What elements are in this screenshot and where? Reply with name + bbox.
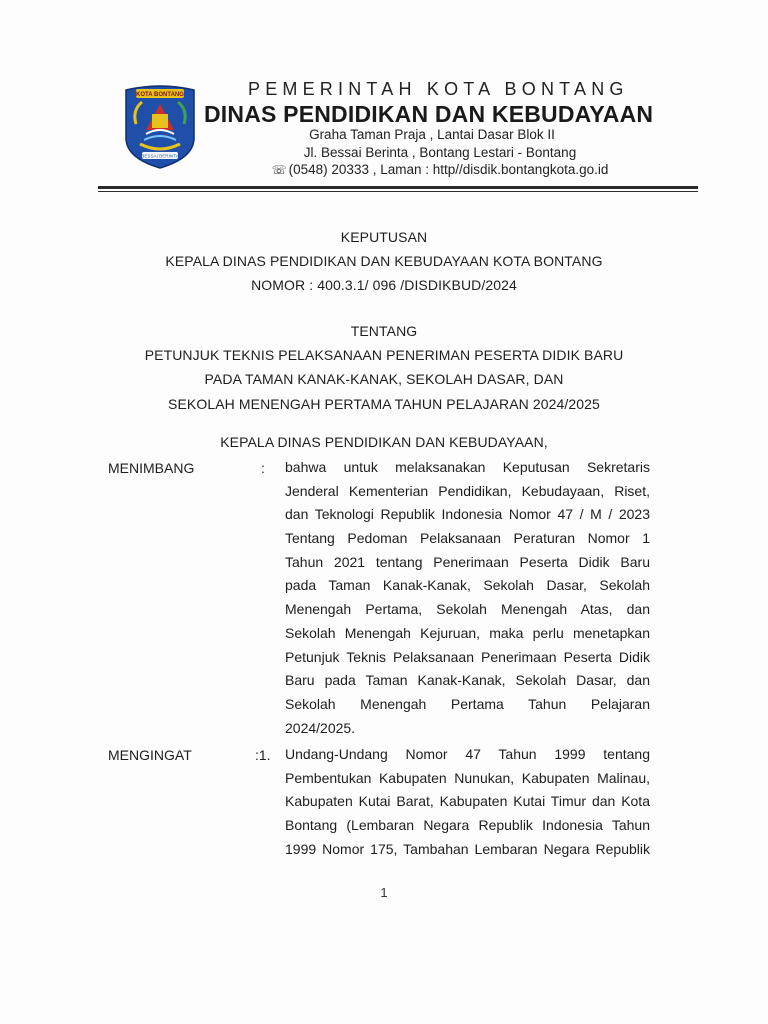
- decree-number: NOMOR : 400.3.1/ 096 /DISDIKBUD/2024: [251, 277, 517, 293]
- mengingat-marker: :1.: [255, 747, 271, 763]
- page-number: 1: [380, 885, 388, 900]
- authority-line: KEPALA DINAS PENDIDIKAN DAN KEBUDAYAAN,: [220, 434, 548, 450]
- mengingat-label: MENGINGAT: [108, 747, 192, 763]
- svg-text:KOTA BONTANG: KOTA BONTANG: [136, 92, 184, 98]
- paragraph-line: dan Teknologi Republik Indonesia Nomor 47 / M / 2023: [285, 506, 650, 523]
- paragraph-line: Baru pada Taman Kanak-Kanak, Sekolah Dasar, dan: [285, 672, 650, 689]
- letterhead-divider-thick: [98, 186, 698, 189]
- paragraph-line: pada Taman Kanak-Kanak, Sekolah Dasar, Sekolah: [285, 577, 650, 594]
- svg-text:BESSAI BERINTA: BESSAI BERINTA: [141, 153, 179, 159]
- phone-icon: ☏: [271, 163, 287, 177]
- government-name: PEMERINTAH KOTA BONTANG: [248, 79, 629, 99]
- paragraph-line: Jenderal Kementerian Pendidikan, Kebudayaan, Riset,: [285, 482, 650, 499]
- contact-line: [56, 162, 768, 177]
- paragraph-line: 1999 Nomor 175, Tambahan Lembaran Negara Republik: [285, 840, 650, 857]
- paragraph-line: Tentang Pedoman Pelaksanaan Peraturan Nomor 1: [285, 530, 650, 547]
- contact-text: (0548) 20333 , Laman : http//disdik.bontangkota.go.id: [288, 162, 609, 177]
- menimbang-label: MENIMBANG: [108, 460, 195, 476]
- paragraph-line: 2024/2025.: [285, 719, 356, 736]
- issuer-line: KEPALA DINAS PENDIDIKAN DAN KEBUDAYAAN KOTA BONTANG: [165, 253, 603, 269]
- subject-line-3: SEKOLAH MENENGAH PERTAMA TAHUN PELAJARAN 2024/2025: [168, 396, 600, 412]
- paragraph-line: Kabupaten Kutai Barat, Kabupaten Kutai Timur dan Kota: [285, 793, 650, 810]
- mengingat-paragraph: [285, 743, 650, 861]
- about-heading: TENTANG: [350, 323, 418, 339]
- menimbang-paragraph: [285, 456, 650, 740]
- address-line-2: Jl. Bessai Berinta , Bontang Lestari - Bontang: [303, 145, 577, 160]
- department-name: DINAS PENDIDIKAN DAN KEBUDAYAAN: [204, 101, 654, 127]
- doc-type: KEPUTUSAN: [340, 229, 428, 245]
- address-line-1: Graha Taman Praja , Lantai Dasar Blok II: [309, 127, 555, 142]
- paragraph-line: Tahun 2021 tentang Penerimaan Peserta Didik Baru: [285, 553, 650, 570]
- paragraph-line: Bontang (Lembaran Negara Republik Indonesia Tahun: [285, 817, 650, 834]
- paragraph-line: Sekolah Menengah Kejuruan, maka perlu menetapkan: [285, 624, 650, 641]
- paragraph-line: bahwa untuk melaksanakan Keputusan Sekretaris: [285, 459, 650, 475]
- paragraph-line: Petunjuk Teknis Pelaksanaan Penerimaan Peserta Didik: [285, 648, 650, 665]
- letterhead-divider-thin: [98, 191, 698, 192]
- paragraph-line: Pembentukan Kabupaten Nunukan, Kabupaten Malinau,: [285, 769, 650, 786]
- paragraph-line: Undang-Undang Nomor 47 Tahun 1999 tentang: [285, 746, 650, 762]
- paragraph-line: Menengah Pertama, Sekolah Menengah Atas, dan: [285, 601, 650, 618]
- subject-line-2: PADA TAMAN KANAK-KANAK, SEKOLAH DASAR, DAN: [204, 371, 564, 387]
- subject-line-1: PETUNJUK TEKNIS PELAKSANAAN PENERIMAN PESERTA DIDIK BARU: [144, 347, 624, 363]
- paragraph-line: Sekolah Menengah Pertama Tahun Pelajaran: [285, 695, 650, 712]
- menimbang-marker: :: [261, 460, 265, 476]
